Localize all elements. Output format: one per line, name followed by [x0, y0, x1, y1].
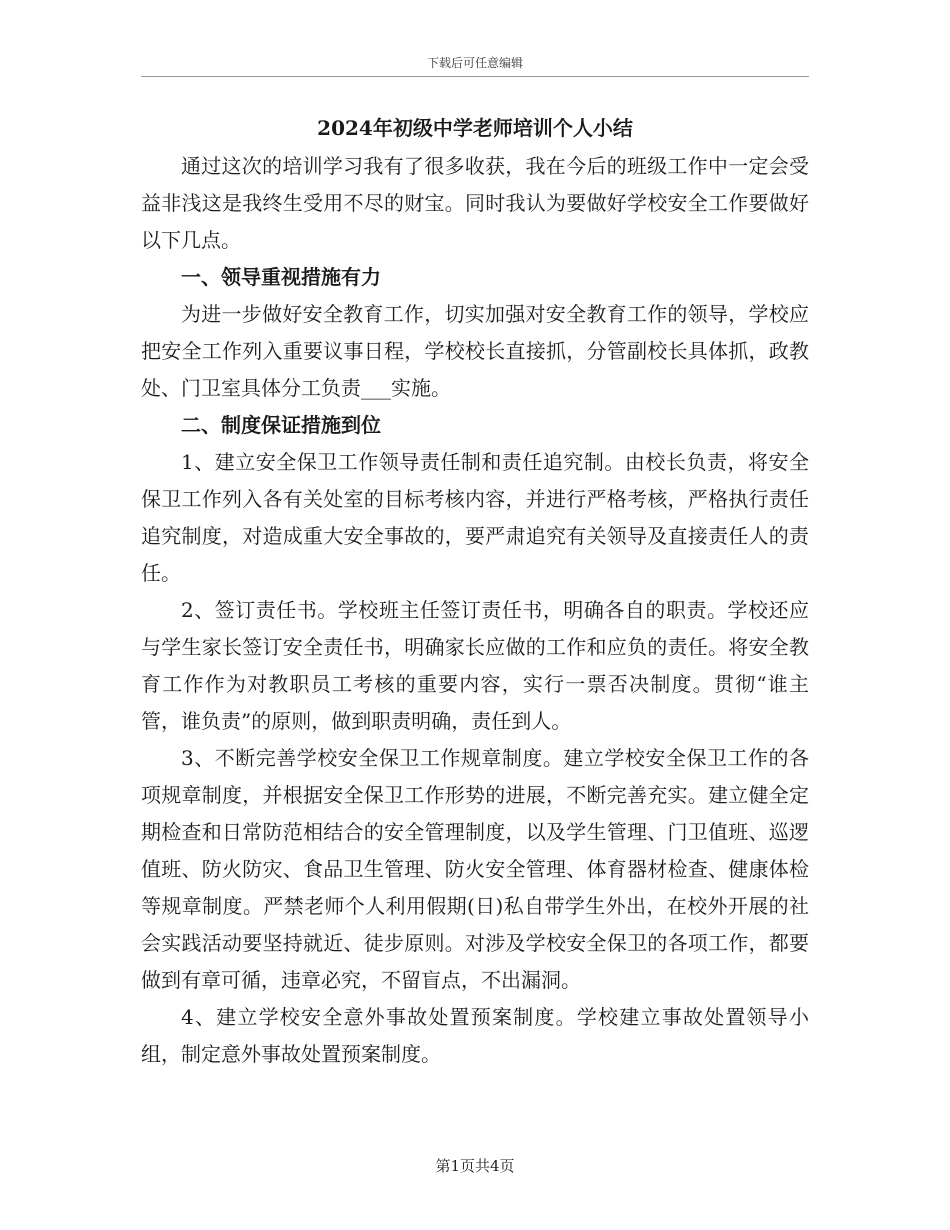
document-body — [141, 148, 809, 1073]
document-title: 2024年初级中学老师培训个人小结 — [317, 116, 633, 140]
page-number-indicator: 第1页共4页 — [435, 1157, 515, 1175]
system-paragraph-3: 3、不断完善学校安全保卫工作规章制度。建立学校安全保卫工作的各项规章制度，并根据安全保卫工作形势的进展，不断完善充实。建立健全定期检查和日常防范相结合的安全管理制度，以及学生管理、门卫值班、巡逻值班、防火防灾、食品卫生管理、防火安全管理、体育器材检查、健康体检等规章制度。严禁老师个人利用假期(日)私自带学生外出，在校外开展的社会实践活动要坚持就近、徒步原则。对涉及学校安全保卫的各项工作，都要做到有章可循，违章必究，不留盲点，不出漏洞。 — [141, 746, 809, 992]
intro-paragraph: 通过这次的培训学习我有了很多收获，我在今后的班级工作中一定会受益非浅这是我终生受用不尽的财宝。同时我认为要做好学校安全工作要做好以下几点。 — [141, 154, 809, 252]
system-paragraph-4: 4、建立学校安全意外事故处置预案制度。学校建立事故处置领导小组，制定意外事故处置预案制度。 — [141, 1005, 809, 1066]
page-header-note: 下载后可任意编辑 — [426, 56, 523, 70]
section-heading-system: 二、制度保证措施到位 — [181, 413, 381, 437]
header-divider — [141, 76, 809, 77]
system-paragraph-1: 1、建立安全保卫工作领导责任制和责任追究制。由校长负责，将安全保卫工作列入各有关处室的目标考核内容，并进行严格考核，严格执行责任追究制度，对造成重大安全事故的，要严肃追究有关领导及直接责任人的责任。 — [141, 450, 809, 585]
section-leadership-paragraph: 为进一步做好安全教育工作，切实加强对安全教育工作的领导，学校应把安全工作列入重要议事日程，学校校长直接抓，分管副校长具体抓，政教处、门卫室具体分工负责___实施。 — [141, 302, 809, 400]
section-heading-leadership: 一、领导重视措施有力 — [181, 265, 381, 289]
system-paragraph-2: 2、签订责任书。学校班主任签订责任书，明确各自的职责。学校还应与学生家长签订安全责任书，明确家长应做的工作和应负的责任。将安全教育工作作为对教职员工考核的重要内容，实行一票否决制度。贯彻“谁主管，谁负责”的原则，做到职责明确，责任到人。 — [141, 598, 809, 733]
